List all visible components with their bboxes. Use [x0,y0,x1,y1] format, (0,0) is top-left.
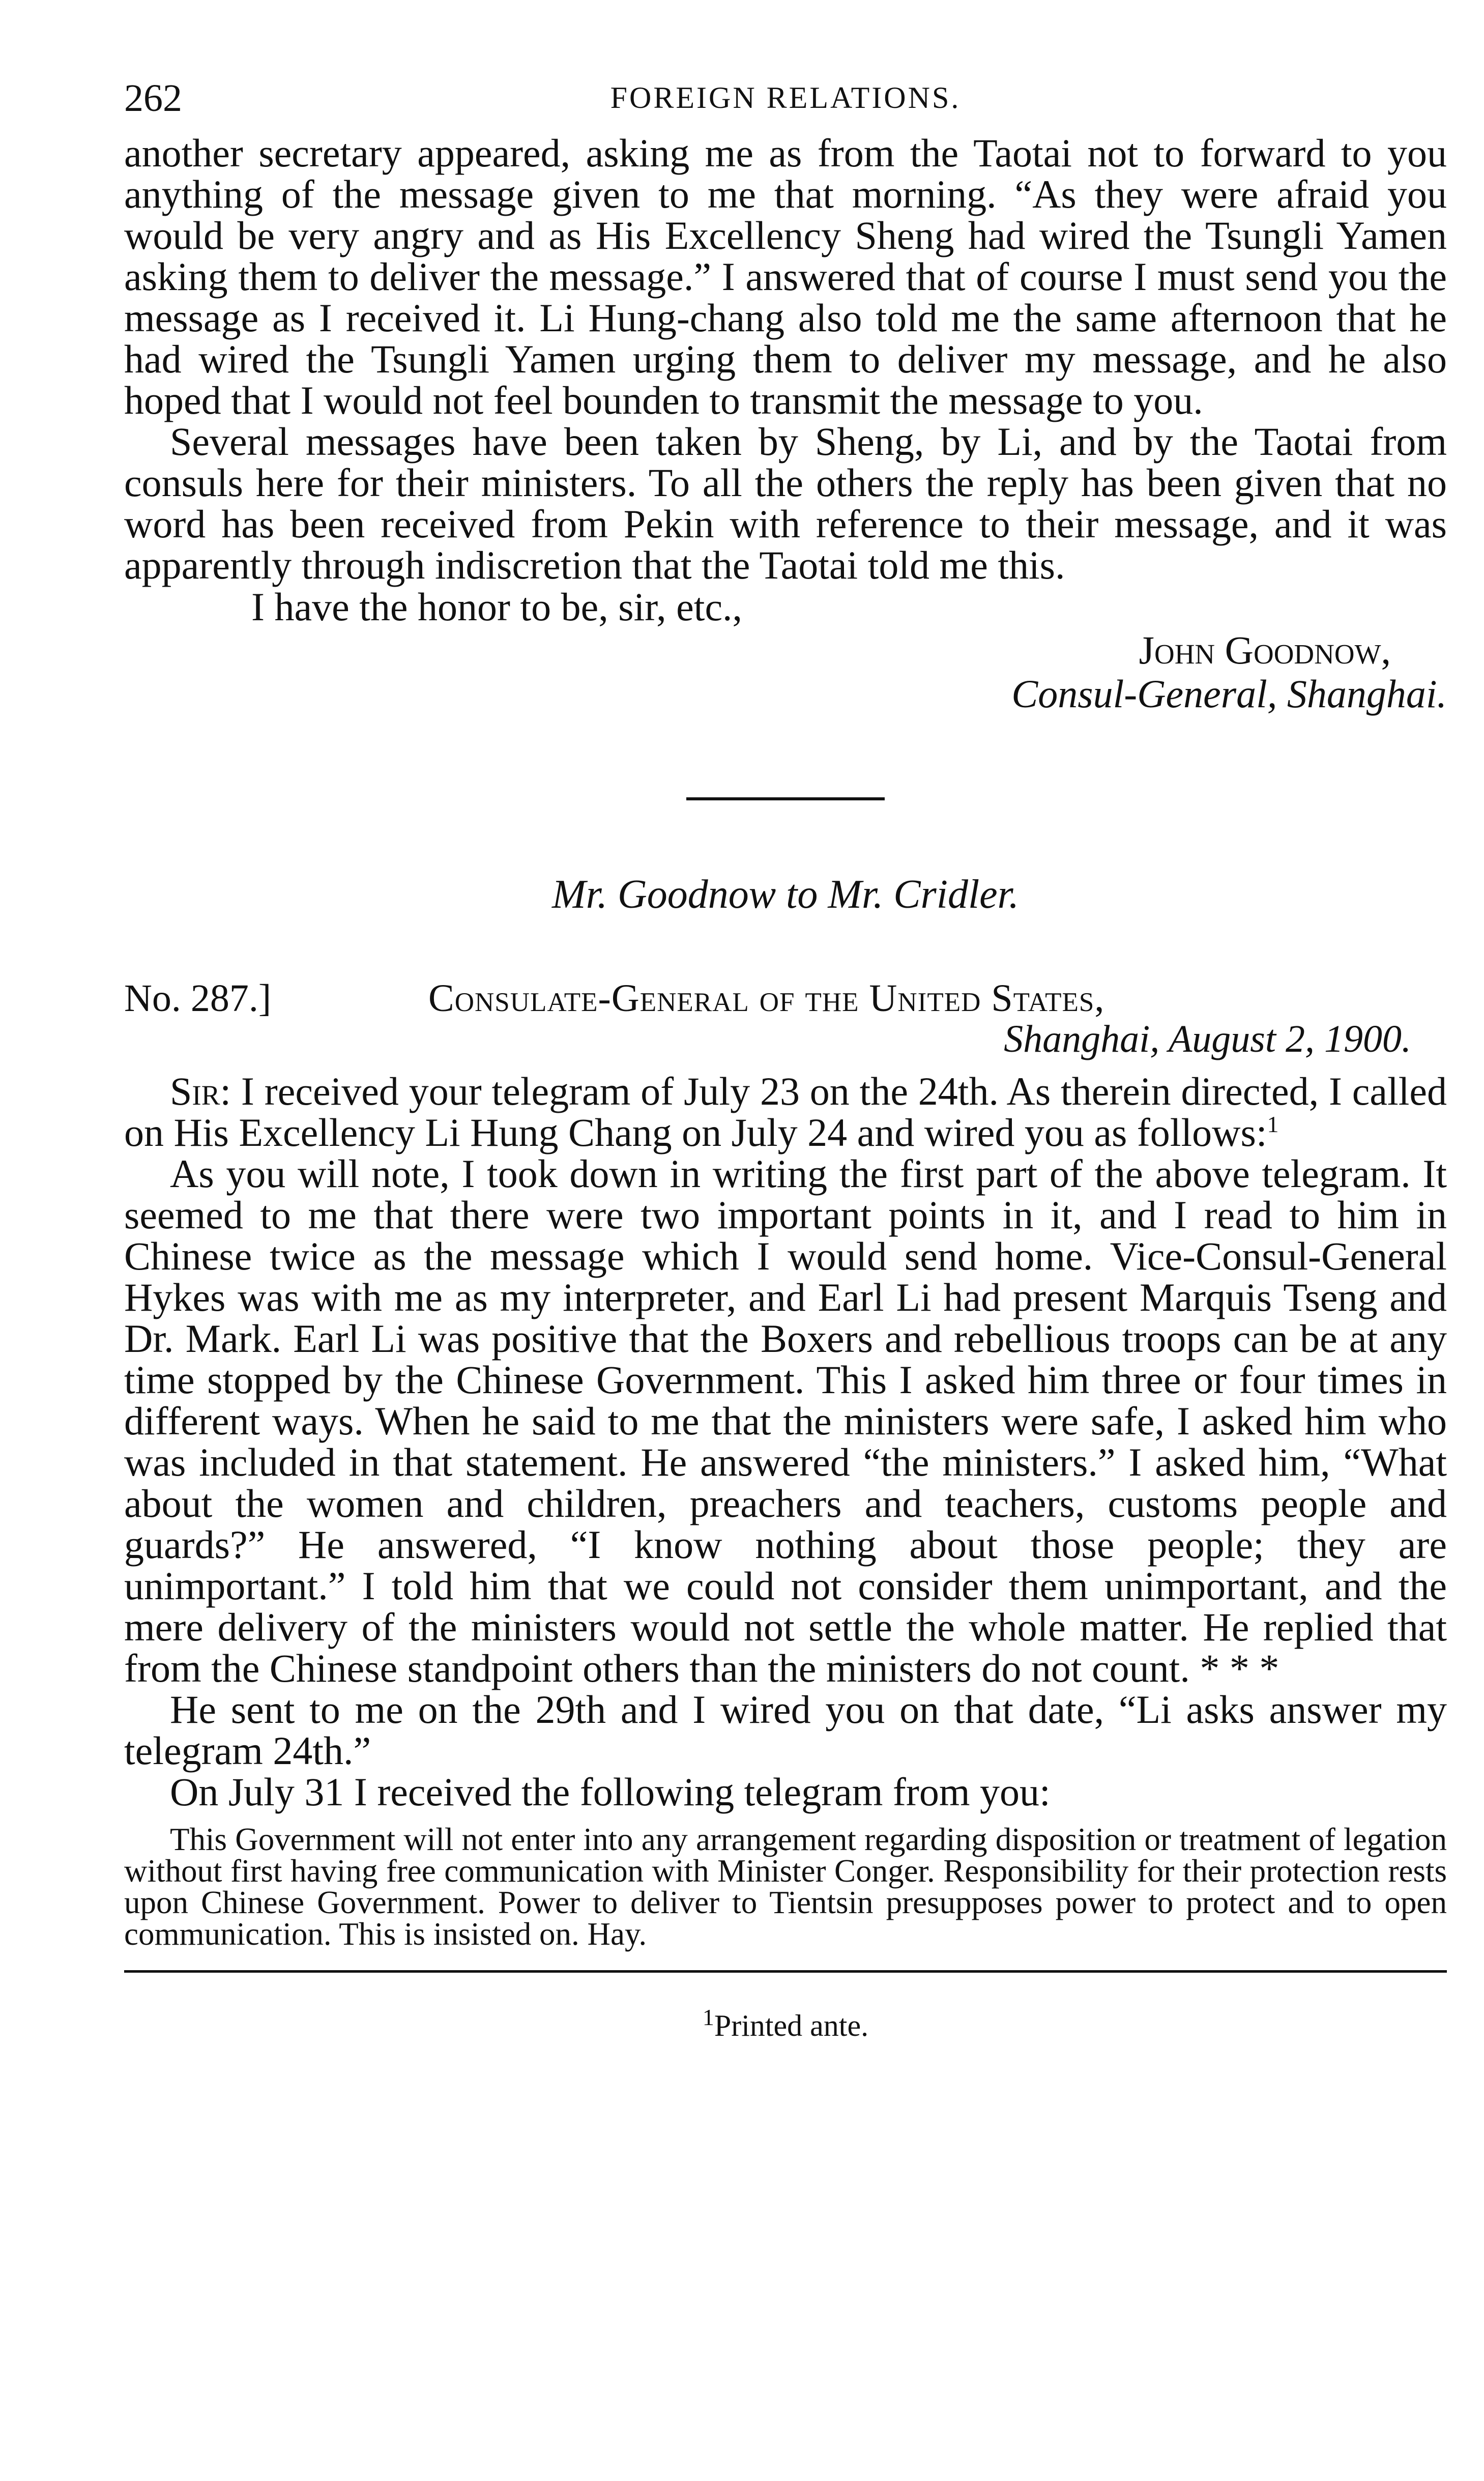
page-number: 262 [124,77,182,120]
salutation: Sir: [170,1069,231,1113]
footnote [124,2004,1447,2043]
footnote-rule [124,1970,1447,1973]
page-content [124,76,1447,2043]
letter1-closing: I have the honor to be, sir, etc., [251,585,743,629]
footnote-text: Printed ante. [714,2009,869,2042]
section-divider [686,797,885,800]
signature-title: Consul-General, Shanghai. [1011,672,1447,716]
dispatch-number: No. 287.] [124,977,272,1020]
letter2-paragraph-4: On July 31 I received the following telegram from you: [170,1770,1051,1814]
running-head [124,76,1447,132]
letter2-paragraph-2: As you will note, I took down in writing the first part of the above telegram. It seemed to me that there were two important points in it, and I read to him in Chinese twice as the message which I would send home. Vice-Consul-General Hykes was with me as my interpreter, and Earl Li had present Marquis Tseng and Dr. Mark. Earl Li was positive that the Boxers and rebellious troops can be at any time stopped by the Chinese Government. This I asked him three or four times in different ways. When he said to me that the ministers were safe, I asked him who was included in that statement. He answered “the ministers.” I asked him, “What about the women and children, preachers and teachers, customs people and guards?” He answered, “I know nothing about those people; they are unimportant.” I told him that we could not consider them unimportant, and the mere delivery of the ministers would not settle the whole matter. He replied that from the Chinese standpoint others than the ministers do not count. * * * [124,1151,1447,1690]
dispatch-place-date: Shanghai, August 2, 1900. [1004,1018,1411,1060]
letter1-paragraph-1: another secretary appeared, asking me as from the Taotai not to forward to you anything of the message given to me that morning. “As they were afraid you would be very angry and as His Excellency Sheng had wired the Tsungli Yamen asking them to deliver the message.” I answered that of course I must send you the message as I received it. Li Hung-chang also told me the same afternoon that he had wired the Tsungli Yamen urging them to deliver my message, and he also hoped that I would not feel bounden to transmit the message to you. [124,131,1447,422]
letter2-heading: Mr. Goodnow to Mr. Cridler. [552,872,1019,917]
footnote-mark: 1 [702,2004,714,2030]
letter2-paragraph-3: He sent to me on the 29th and I wired you on that date, “Li asks answer my telegram 24th.” [124,1687,1447,1773]
footnote-reference: 1 [1267,1111,1279,1137]
running-title: FOREIGN RELATIONS. [610,81,961,114]
letter2-paragraph-1 [124,1071,1447,1153]
signature-name: John Goodnow, [1139,628,1391,672]
telegram-quote: This Government will not enter into any arrangement regarding disposition or treatment of legation without first having free communication with Minister Conger. Responsibility for their protection rests upon Chinese Government. Power to deliver to Tientsin presupposes power to protect and to open communication. This is insisted on. Hay. [124,1822,1447,1952]
letter1-paragraph-2: Several messages have been taken by Sheng, by Li, and by the Taotai from consuls here for their ministers. To all the others the reply has been given that no word has been received from Pekin with reference to their message, and it was apparently through indiscretion that the Taotai told me this. [124,419,1447,587]
letter2-paragraph-1-text: I received your telegram of July 23 on the 24th. As therein directed, I called on His Excellency Li Hung Chang on July 24 and wired you as follows: [124,1069,1447,1155]
dispatch-header [124,976,1447,1065]
dispatch-office: Consulate-General of the United States, [428,977,1105,1020]
